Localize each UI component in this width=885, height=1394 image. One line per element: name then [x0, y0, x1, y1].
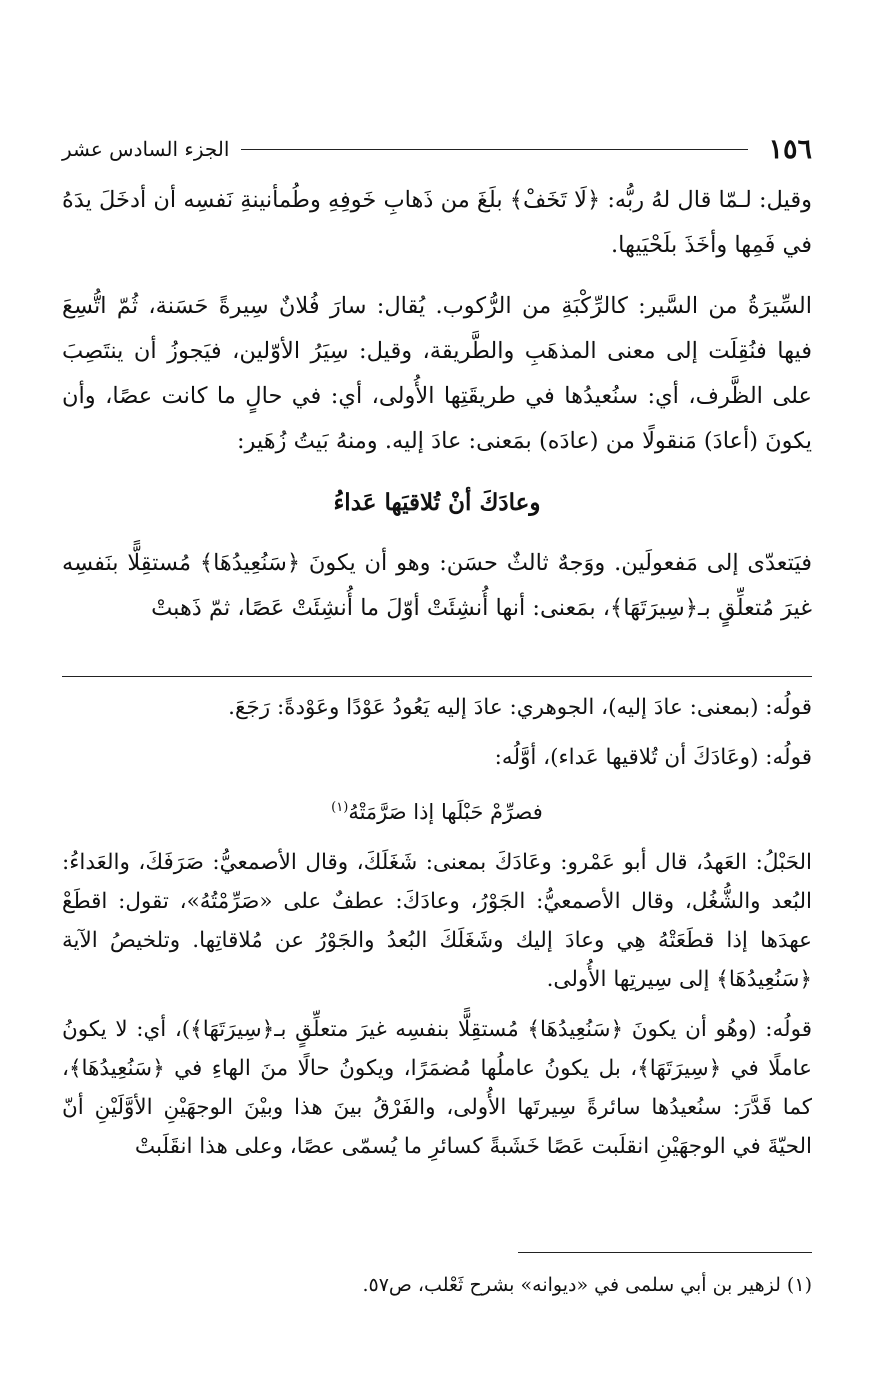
- paragraph: وقيل: لـمّا قال لهُ ربُّه: ﴿لَا تَخَفْ﴾ بلَغَ من ذَهابِ خَوفِهِ وطُمأنينةِ نَفسِه أن أدخَلَ يدَهُ في فَمِها وأخَذَ بلَحْيَيها.: [62, 187, 812, 258]
- page-number: ١٥٦: [768, 133, 812, 165]
- poetry-verse: وعادَكَ أنْ تُلاقيَها عَداءُ: [333, 489, 541, 516]
- footnote: (١) لزهير بن أبي سلمى في «ديوانه» بشرح ثَعْلب، ص٥٧.: [362, 1274, 812, 1296]
- running-title: الجزء السادس عشر: [62, 137, 230, 161]
- commentary: [62, 688, 812, 1177]
- paragraph: السِّيرَةُ من السَّير: كالرِّكْبَةِ من الرُّكوب. يُقال: سارَ فُلانٌ سِيرةً حَسَنة، ثُمّ اتُّسِعَ فيها فنُقِلَت إلى معنى المذهَبِ والطَّريقة، وقيل: سِيَرُ الأوّلين، فيَجوزُ أن ينتَصِبَ على الظَّرف، أي: سنُعيدُها في طريقَتِها الأُولى، أي: في حالٍ ما كانت عصًا، وأن يكونَ (أعادَ) مَنقولًا من (عادَه) بمَعنى: عادَ إليه. ومنهُ بَيتُ زُهَير:: [62, 293, 812, 454]
- commentary-paragraph: قولُه: (وهُو أن يكونَ ﴿سَنُعِيدُهَا﴾ مُستقِلًّا بنفسِه غيرَ متعلِّقٍ بـ﴿سِيرَتَهَا﴾)، أي: لا يكونُ عاملًا في ﴿سِيرَتَهَا﴾، بل يكونُ عاملُها مُضمَرًا، ويكونُ حالًا منَ الهاءِ في ﴿سَنُعِيدُهَا﴾، كما قَدَّرَ: سنُعيدُها سائرةً سِيرتَها الأُولى، والفَرْقُ بينَ هذا وبيْنَ الوجهَيْنِ الأوَّلَيْنِ أنّ الحيّةَ في الوجهَيْنِ انقلَبت عَصًا خَشَبةً كسائرِ ما يُسمّى عصًا، وعلى هذا انقَلَبتْ: [62, 1017, 812, 1159]
- commentary-paragraph: قولُه: (وعَادَكَ أن تُلاقيها عَداء)، أوَّلُه:: [494, 745, 812, 770]
- footnote-ref: (١): [331, 800, 349, 815]
- paragraph: فيَتعدّى إلى مَفعولَين. ووَجهٌ ثالثٌ حسَن: وهو أن يكونَ ﴿سَنُعِيدُهَا﴾ مُستقِلًّا بنَفسِه غيرَ مُتعلِّقٍ بـ﴿سِيرَتَهَا﴾، بمَعنى: أنها أُنشِئَتْ أوّلَ ما أُنشِئَتْ عَصًا، ثمّ ذَهبتْ: [62, 550, 812, 621]
- page-header: [62, 132, 812, 166]
- commentary-paragraph: الحَبْلُ: العَهدُ، قال أبو عَمْرو: وعَادَكَ بمعنى: شَغَلَكَ، وقال الأصمعيُّ: صَرَفَكَ، والعَداءُ: البُعد والشُّغُل، وقال الأصمعيُّ: الجَوْرُ، وعادَكَ: عطفٌ على «صَرِّمْتُهُ»، تقول: اقطَعْ عهدَها إذا قطَعَتْهُ هِي وعادَ إليك وشَغَلَكَ البُعدُ والجَوْرُ عن مُلاقاتِها. وتلخيصُ الآية ﴿سَنُعِيدُهَا﴾ إلى سِيرتِها الأُولى.: [62, 850, 812, 992]
- commentary-paragraph: قولُه: (بمعنى: عادَ إليه)، الجوهري: عادَ إليه يَعُودُ عَوْدًا وعَوْدةً: رَجَعَ.: [228, 695, 812, 720]
- footnote-rule: [518, 1252, 812, 1253]
- verse-text: فصرِّمْ حَبْلَها إذا صَرَّمَتْهُ: [348, 800, 543, 824]
- header-rule: [241, 149, 748, 150]
- main-text: [62, 178, 812, 647]
- commentary-verse: [62, 788, 812, 832]
- commentary-separator: [62, 676, 812, 677]
